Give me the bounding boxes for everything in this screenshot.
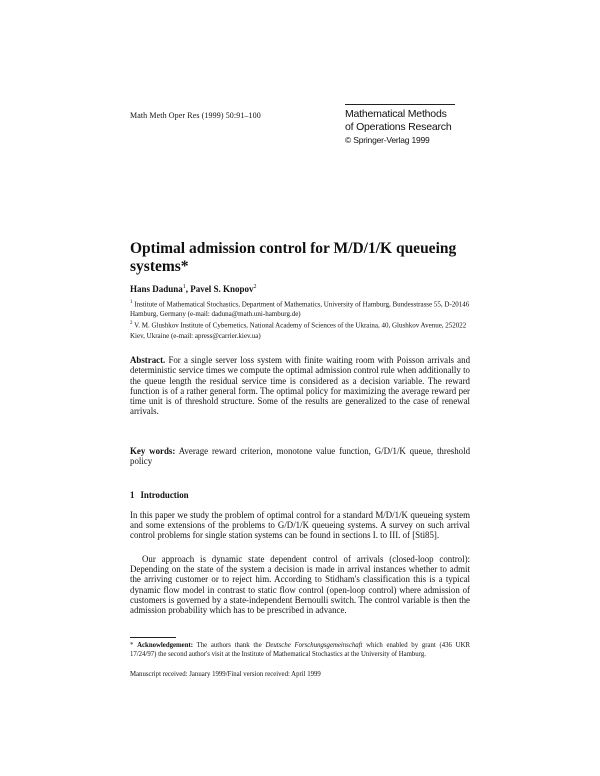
keywords-text: Average reward criterion, monotone value function, G/D/1/K queue, threshold policy	[130, 446, 470, 467]
abstract-text: For a single server loss system with finite waiting room with Poisson arrivals and deterministic service times we compute the optimal admission control rule when additionally to the queue length the residual service time is considered as a decision variable. The reward function is of a rather general form. The optimal policy for maximizing the average reward per time unit is of threshold structure. Some of the results are generalized to the case of renewal arrivals.	[130, 355, 471, 417]
abstract-label: Abstract.	[130, 355, 166, 365]
affiliation-marker: 1	[130, 300, 133, 305]
section-title: Introduction	[140, 490, 189, 500]
paper-title: Optimal admission control for M/D/1/K queueing systems*	[130, 240, 457, 275]
abstract	[130, 355, 470, 417]
affiliation-marker: 2	[130, 321, 133, 327]
author-separator: ,	[185, 284, 191, 294]
author-name: Pavel S. Knopov	[190, 284, 254, 294]
body-paragraph: In this paper we study the problem of optimal control for a standard M/D/1/K queueing system and some extensions of the problems to G/D/1/K queueing systems. A survey on such arrival control problems for single station systems can be found in sections I. to III. of [Sti85].	[130, 510, 470, 541]
author-affil-marker: 2	[253, 284, 257, 290]
manuscript-dates: Manuscript received: January 1999/Final version received: April 1999	[130, 671, 321, 678]
journal-name-line1: Mathematical Methods	[345, 108, 447, 120]
affiliation-item	[130, 319, 470, 340]
footnote-text: which enabled by grant (436 UKR 17/24/97) the second author's visit at the Institute of Mathematical Stochastics at the University of Hamburg.	[130, 642, 471, 658]
journal-masthead	[345, 104, 455, 147]
citation-line: Math Meth Oper Res (1999) 50:91–100	[130, 111, 261, 120]
journal-name-line2: of Operations Research	[345, 121, 452, 133]
affiliation-text: V. M. Glushkov Institute of Cybernetics, National Academy of Sciences of the Ukraina, 40, Glushkov Avenue, 252022 Kiev, Ukraine (e-mail: apress@carrier.kiev.ua)	[130, 321, 467, 340]
footnote-text: The authors thank the	[196, 642, 262, 649]
masthead-rule	[345, 104, 455, 105]
keywords	[130, 446, 470, 467]
footnote-marker: *	[130, 642, 134, 649]
footnote-rule	[130, 637, 176, 638]
author-line	[130, 284, 257, 294]
journal-copyright: © Springer-Verlag 1999	[345, 135, 430, 145]
affiliations	[130, 298, 470, 341]
body-paragraph: Our approach is dynamic state dependent control of arrivals (closed-loop control): Depending on the state of the system a decision is made in arrival instances whether to admit the arriving customer or to reject him. According to Stidham's classification this is a typical dynamic flow model in contrast to static flow control (open-loop control) where admission of customers is governed by a state-independent Bernoulli switch. The control variable is then the admission probability which has to be prescribed in advance.	[130, 554, 470, 616]
section-heading	[130, 490, 189, 500]
author-affil-marker: 1	[182, 284, 186, 290]
affiliation-text: Institute of Mathematical Stochastics, Department of Mathematics, University of Hamburg, Bundesstrasse 55, D-20146 Hamburg, Germany (e-mail: daduna@math.uni-hamburg.de)	[130, 300, 470, 319]
author-name: Hans Daduna	[130, 284, 183, 294]
footnote	[130, 641, 470, 659]
affiliation-item	[130, 298, 470, 319]
section-number: 1	[130, 490, 135, 500]
keywords-label: Key words:	[130, 446, 176, 456]
footnote-label: Acknowledgement:	[137, 642, 194, 649]
footnote-funder: Deutsche Forschungsgemeinschaft	[265, 642, 363, 649]
